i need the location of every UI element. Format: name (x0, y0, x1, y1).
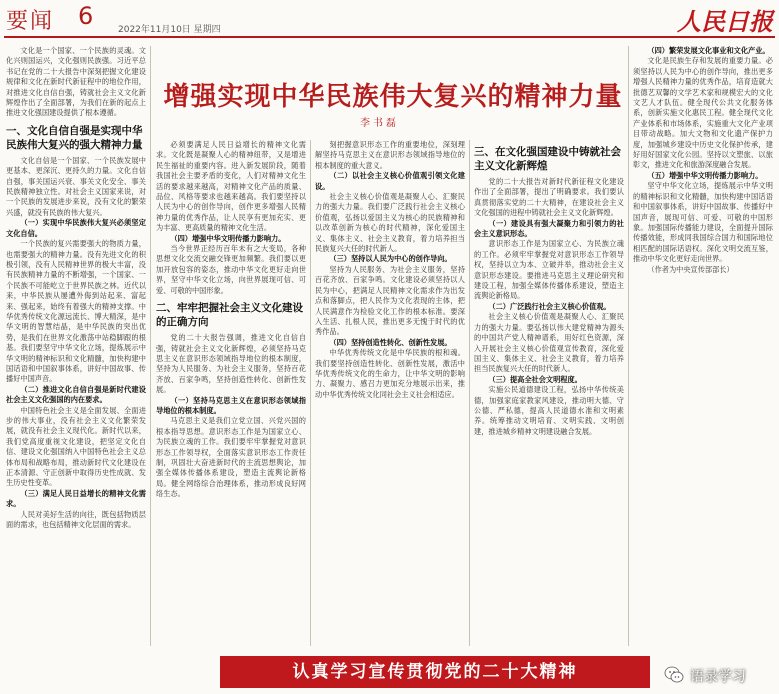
intro-paragraph: 文化是一个国家、一个民族的灵魂。文化兴则国运兴，文化强则民族强。习近平总书记在党的二十大报告中深刻把握文化建设规律和文化在新时代新征程中的地位作用，对推进文化自信自强，铸就社会主义文化新辉煌作出了全面部署，为我们在新的起点上推进文化强国建设提供了根本遵循。 (6, 46, 146, 118)
issue-date: 2022年11月10日 星期四 (118, 25, 221, 35)
subheading: （三）满足人民日益增长的精神文化需求。 (6, 488, 146, 509)
paragraph: 文化是民族生存和发展的重要力量。必须坚持以人民为中心的创作导向，推出更多增强人民精神力量的优秀作品，培育造就大批德艺双馨的文学艺术家和规模宏大的文化文艺人才队伍。健全现代公共文化服务体系，创新实施文化惠民工程。健全现代文化产业体系和市场体系，实施重大文化产业项目带动战略。加大文物和文化遗产保护力度，加强城乡建设中历史文化保护传承，建好用好国家文化公园。坚持以文塑旅、以旅彰文，推进文化和旅游深度融合发展。 (633, 56, 773, 170)
subheading: （四）繁荣发展文化事业和文化产业。 (647, 46, 770, 55)
section-name: 要闻 (6, 9, 55, 34)
paragraph: 党的二十大报告对新时代新征程文化建设作出了全面部署，提出了明确要求。我们要认真贯彻落实党的二十大精神，在建设社会主义文化强国的进程中铸就社会主义文化新辉煌。 (474, 177, 624, 218)
bottom-banner (220, 656, 650, 688)
column-divider (469, 140, 470, 646)
column-3 (315, 140, 465, 646)
column-2 (156, 140, 306, 646)
paragraph: 刻把握意识形态工作的重要地位，深刻理解坚持马克思主义在意识形态领域指导地位的根本制度的重大意义。 (315, 140, 465, 170)
article-author: 李书磊 (360, 118, 399, 129)
paragraph: 坚守中华文化立场，提炼展示中华文明的精神标识和文化精髓，加快构建中国话语和中国叙事体系，讲好中国故事、传播好中国声音，展现可信、可爱、可敬的中国形象。加强国际传播能力建设，全面提升国际传播效能，形成同我国综合国力和国际地位相匹配的国际话语权。深化文明交流互鉴，推动中华文化更好走向世界。 (633, 181, 773, 264)
subheading: （三）提高全社会文明程度。 (488, 374, 582, 384)
paragraph: 实施公民道德建设工程，弘扬中华传统美德，加强家庭家教家风建设，推动明大德、守公德、严私德，提高人民道德水准和文明素养。统筹推动文明培育、文明实践、文明创建，推进城乡精神文明建设融合发展。 (474, 385, 624, 436)
subheading: （一）实现中华民族伟大复兴必须坚定文化自信。 (6, 218, 146, 238)
subheading: （二）以社会主义核心价值观引领文化建设。 (315, 171, 465, 191)
banner-text: 认真学习宣传贯彻党的二十大精神 (292, 662, 578, 682)
page-number: 6 (78, 2, 94, 30)
paragraph: 马克思主义是我们立党立国、兴党兴国的根本指导思想。意识形态工作是为国家立心、为民族立魂的工作。我们要牢牢掌握党对意识形态工作领导权，全面落实意识形态工作责任制，巩固壮大奋进新时代的主流思想舆论，加强全媒体传播体系建设，塑造主流舆论新格局。健全网络综合治理体系，推动形成良好网络生态。 (156, 416, 306, 499)
column-divider (150, 46, 151, 646)
subheading: （四）坚持创造性转化、创新性发展。 (329, 337, 452, 347)
paragraph: 中华优秀传统文化是中华民族的根和魂。我们要坚持创造性转化、创新性发展，激活中华优秀传统文化的生命力，让中华文明的影响力、凝聚力、感召力更加充分地展示出来，推动中华优秀传统文化同社会主义社会相适应。 (315, 348, 465, 399)
subheading: （四）增强中华文明传播力影响力。 (170, 233, 286, 243)
paragraph: 一个民族的复兴需要强大的物质力量，也需要强大的精神力量。没有先进文化的积极引领，没有人民精神世界的极大丰富，没有民族精神力量的不断增强，一个国家、一个民族不可能屹立于世界民族之林。近代以来，中华民族从屡遭外侮到站起来、富起来、强起来，始终有着强大的精神支撑。中华优秀传统文化源远流长、博大精深，是中华文明的智慧结晶，是中华民族的突出优势，是我们在世界文化激荡中站稳脚跟的根基。我们要坚守中华文化立场，提炼展示中华文明的精神标识和文化精髓，加快构建中国话语和中国叙事体系，讲好中国故事、传播好中国声音。 (6, 239, 146, 384)
article-title: 增强实现中华民族伟大复兴的精神力量 (163, 82, 623, 112)
paragraph: 党的二十大报告强调，推进文化自信自强，铸就社会主义文化新辉煌，必须坚持马克思主义在意识形态领域指导地位的根本制度，坚持为人民服务、为社会主义服务，坚持百花齐放、百家争鸣，坚持创造性转化、创新性发展。 (156, 333, 306, 395)
column-5 (633, 46, 773, 646)
paragraph: 社会主义核心价值观是凝聚人心、汇聚民力的强大力量。要弘扬以伟大建党精神为源头的中国共产党人精神谱系，用好红色资源，深入开展社会主义核心价值观宣传教育，深化爱国主义、集体主义、社会主义教育，着力培养担当民族复兴大任的时代新人。 (474, 312, 624, 374)
column-4 (474, 140, 624, 646)
paragraph: 文化自信是一个国家、一个民族发展中更基本、更深沉、更持久的力量。文化自信自强，事关国运兴衰、事关文化安全、事关民族精神独立性。对社会主义国家来说，对一个民族的发展进步来说，没有文化的繁荣兴盛，就没有民族的伟大复兴。 (6, 155, 146, 217)
column-1 (6, 46, 146, 646)
subheading: （五）增强中华文明传播力影响力。 (647, 170, 763, 180)
paragraph: 意识形态工作是为国家立心、为民族立魂的工作。必须牢牢掌握党对意识形态工作领导权，坚持以立为本、立破并举，推动社会主义意识形态建设。要推进马克思主义理论研究和建设工程，加强全媒体传播体系建设，塑造主流舆论新格局。 (474, 239, 624, 301)
wechat-icon (664, 665, 684, 685)
column-divider (310, 140, 311, 646)
paragraph: 坚持为人民服务、为社会主义服务，坚持百花齐放、百家争鸣。文化建设必须坚持以人民为中心，把满足人民精神文化需求作为出发点和落脚点，把人民作为文化表现的主体，把人民满意作为检验文化工作的根本标准。要深入生活、扎根人民，推出更多无愧于时代的优秀作品。 (315, 264, 465, 337)
section-heading-2: 二、牢牢把握社会主义文化建设的正确方向 (156, 302, 303, 329)
author-note: （作者为中央宣传部部长） (647, 264, 734, 274)
subheading: （一）建设具有强大凝聚力和引领力的社会主义意识形态。 (474, 218, 624, 239)
column-divider (628, 46, 629, 646)
watermark (664, 664, 774, 686)
paragraph: 当今世界正经历百年未有之大变局，各种思想文化交流交融交锋更加频繁。我们要以更加开放包容的姿态，推动中华文化更好走向世界，坚守中华文化立场，向世界展现可信、可爱、可敬的中国形象。 (156, 244, 306, 295)
subheading: （三）坚持以人民为中心的创作导向。 (329, 254, 452, 264)
subheading: （一）坚持马克思主义在意识形态领域指导地位的根本制度。 (156, 395, 306, 415)
masthead (0, 0, 779, 40)
paragraph: 社会主义核心价值观是凝聚人心、汇聚民力的强大力量。我们要广泛践行社会主义核心价值观，弘扬以爱国主义为核心的民族精神和以改革创新为核心的时代精神，深化爱国主义、集体主义、社会主义教育，着力培养担当民族复兴大任的时代新人。 (315, 192, 465, 254)
paragraph: 中国特色社会主义是全面发展、全面进步的伟大事业，没有社会主义文化繁荣发展，就没有社会主义现代化。新时代以来，我们党高度重视文化建设，把坚定文化自信、建设文化强国纳入中国特色社会主义总体布局和战略布局，推动新时代文化建设在正本清源、守正创新中取得历史性成就、发生历史性变革。 (6, 405, 146, 488)
section-heading-1: 一、文化自信自强是实现中华民族伟大复兴的强大精神力量 (6, 124, 143, 151)
masthead-rule (4, 36, 775, 38)
watermark-text: 语录学习 (690, 669, 746, 685)
paragraph: 人民对美好生活的向往，既包括物质层面的需求，也包括精神文化层面的需求。 (6, 509, 146, 530)
subheading: （二）推进文化自信自强是新时代建设社会主义文化强国的内在要求。 (6, 384, 146, 405)
section-heading-3: 三、在文化强国建设中铸就社会主义文化新辉煌 (474, 146, 621, 172)
newspaper-logo: 人民日报 (677, 7, 773, 36)
paragraph: 必须要满足人民日益增长的精神文化需求。文化既是凝聚人心的精神纽带，又是增进民生福祉的重要内容。进入新发展阶段，随着我国社会主要矛盾的变化，人们对精神文化生活的要求越来越高，对精神文化产品的质量、品位、风格等要求也越来越高。我们要坚持以人民为中心的创作导向，创作更多增强人民精神力量的优秀作品，让人民享有更加充实、更为丰富、更高质量的精神文化生活。 (156, 140, 306, 233)
subheading: （二）广泛践行社会主义核心价值观。 (488, 301, 611, 311)
